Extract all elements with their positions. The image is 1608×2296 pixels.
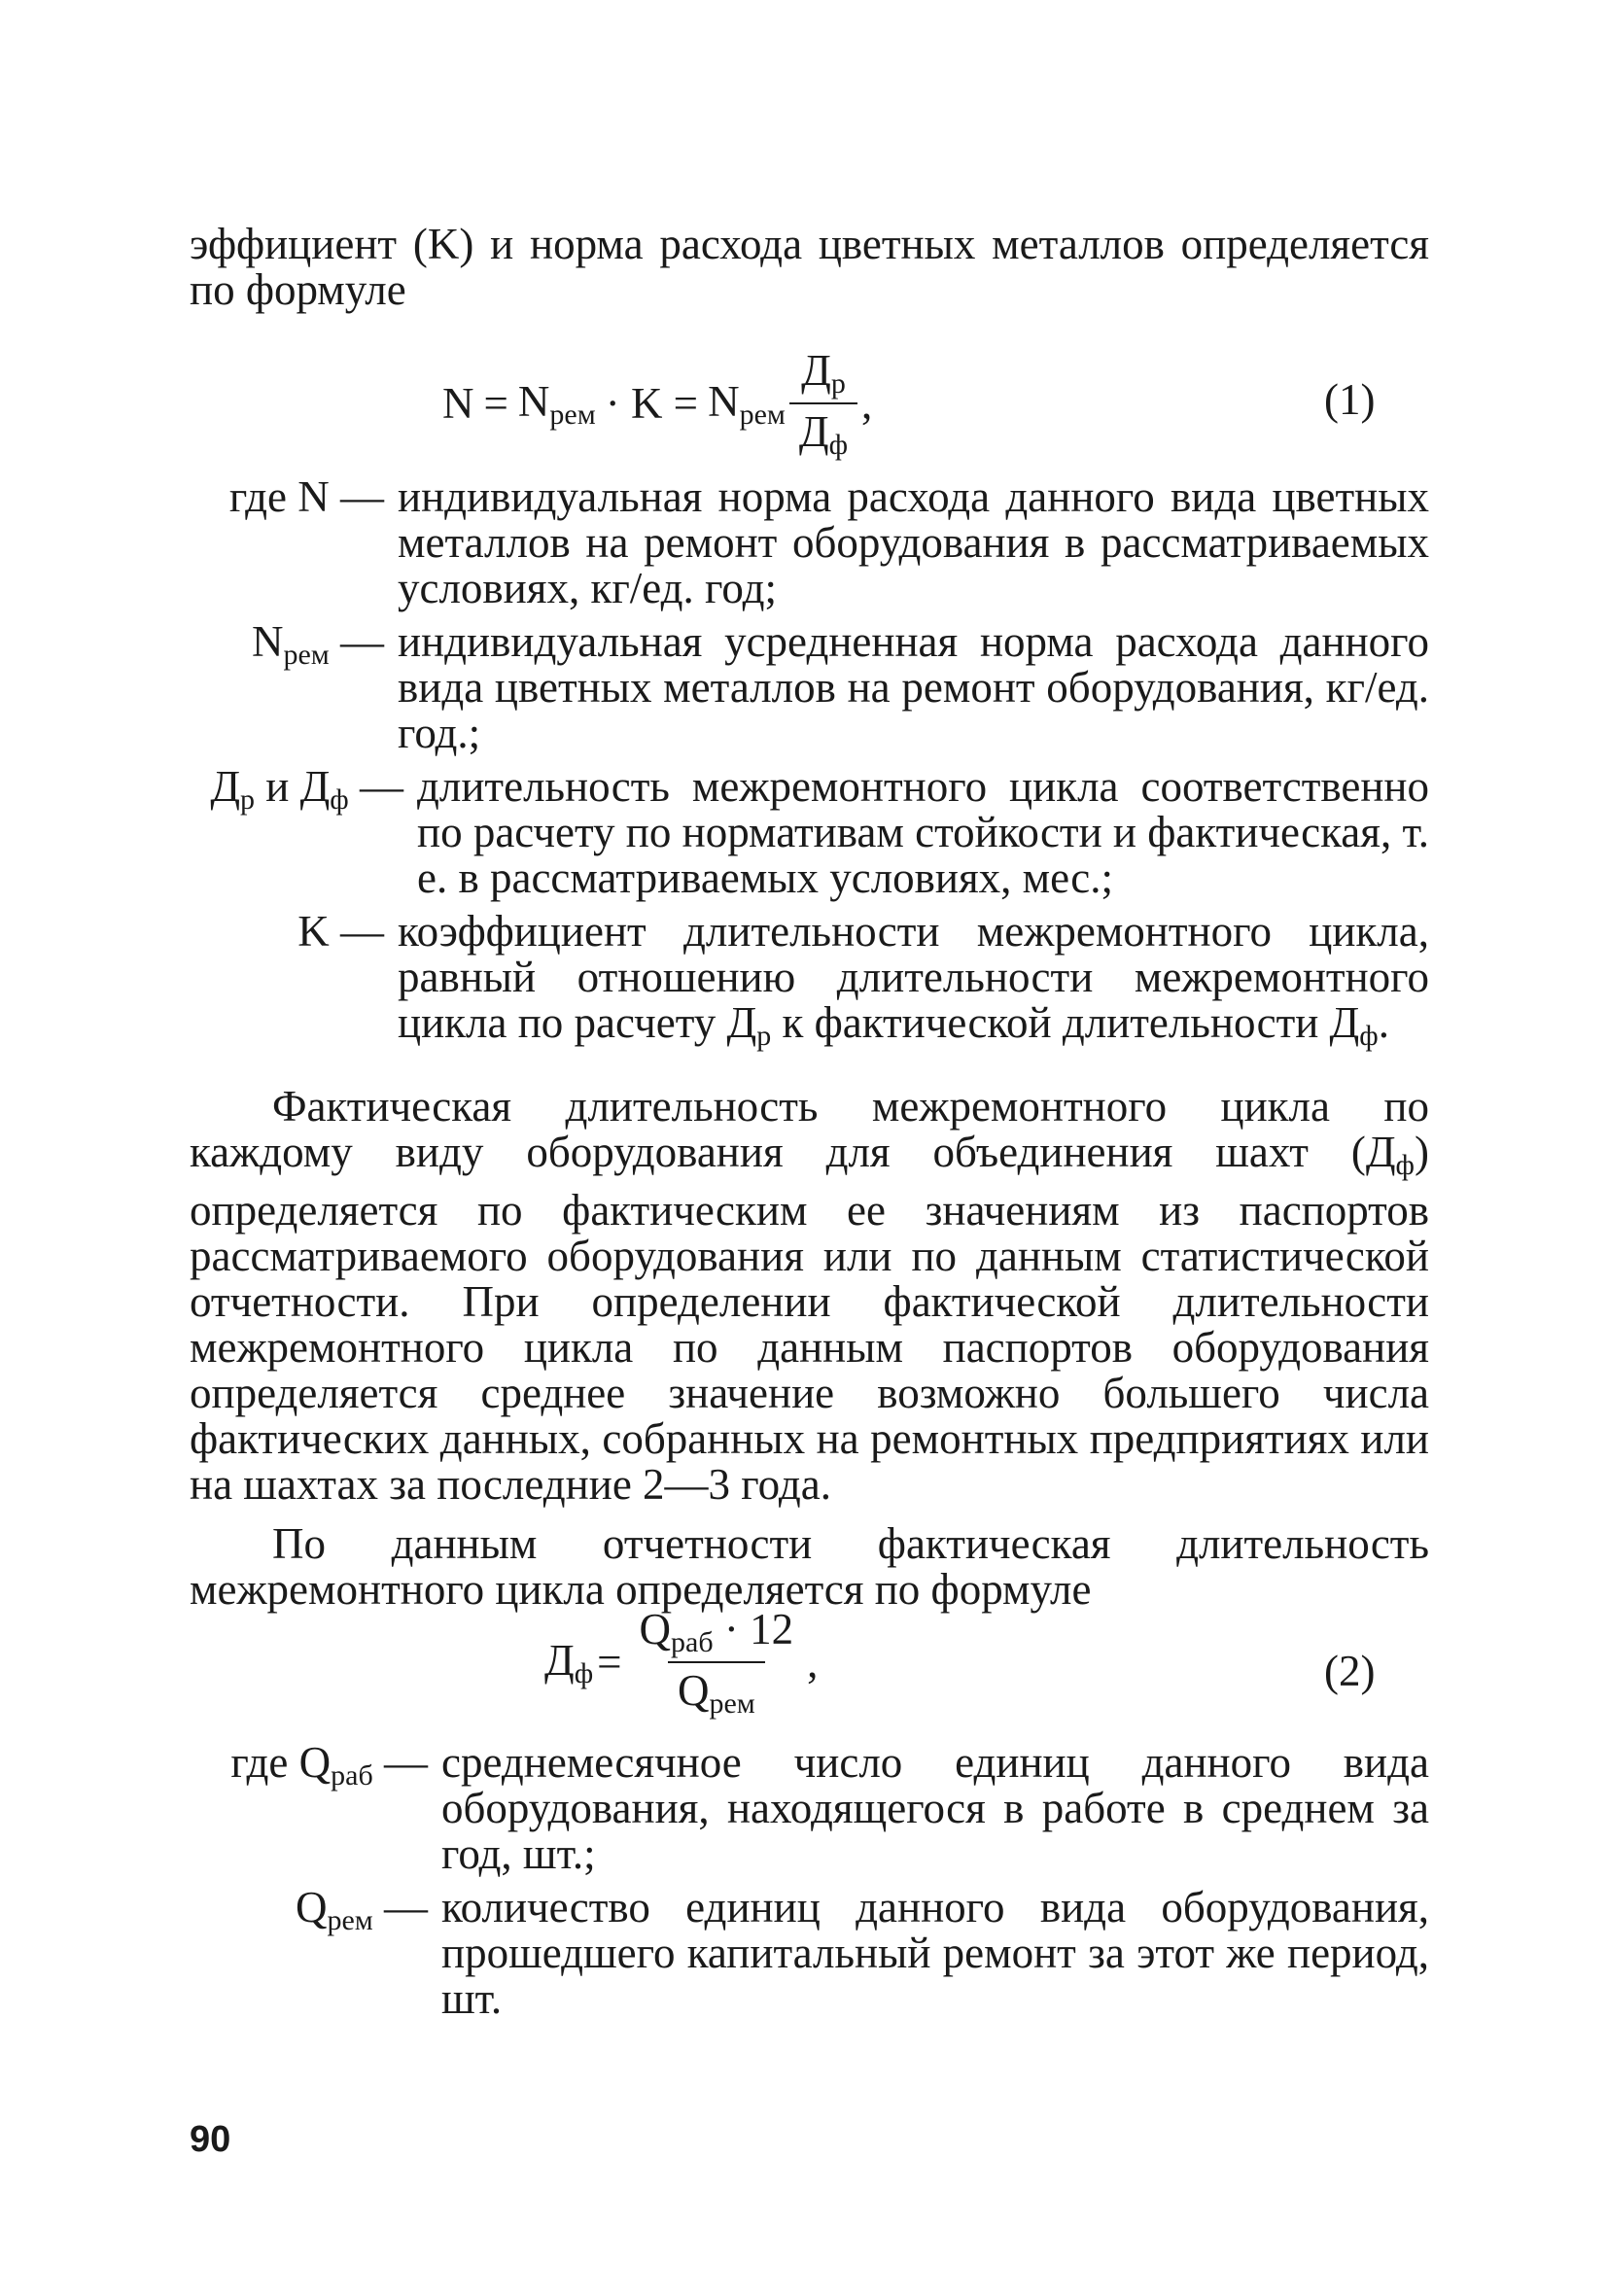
- formula2-numerator: $Q_{раб} \cdot 12$: [639, 1605, 794, 1658]
- formula1-dot-k: · K =: [605, 379, 699, 428]
- def-k-desc: коэффициент длительности межремонтного цикла, равный отношению длительности межремонтного цикла по расчету $Д_р$ к фактической длительности $Д_ф$.: [398, 907, 1429, 1052]
- formula-2: [544, 1604, 818, 1721]
- para1-text: Фактическая длительность межремонтного цикла по каждому виду оборудования для объединения шахт $(Д_ф)$ определяется по фактическим ее значениям из паспортов рассматриваемого оборудования или по данным статистической отчетности. При определении фактической длительности межремонтного цикла по данным паспортов оборудования определяется среднее значение возможно большего числа фактических данных, собранных на ремонтных предприятиях или на шахтах за последние 2—3 года.: [190, 1082, 1429, 1509]
- def-k-term: K —: [297, 907, 384, 956]
- formula-1: [442, 345, 872, 462]
- formula1-comma: ,: [861, 379, 873, 428]
- formula2-eq: =: [597, 1638, 622, 1687]
- def-nrem-desc: индивидуальная усредненная норма расхода данного вида цветных металлов на ремонт оборудования, кг/ед. год.;: [398, 617, 1429, 757]
- def-qrab: [190, 1740, 1429, 1877]
- formula1-denominator: $Д_ф$: [789, 402, 857, 462]
- formula2-comma: ,: [807, 1638, 819, 1687]
- intro-paragraph: [190, 222, 1429, 313]
- def-qrem: [190, 1885, 1429, 2022]
- def-k: [190, 909, 1429, 1059]
- def-dr-df-desc: длительность межремонтного цикла соответственно по расчету по нормативам стойкости и фактическая, т. е. в рассматриваемых условиях, мес.;: [417, 762, 1429, 902]
- def-nrem-term: $N_{рем}$ —: [251, 617, 384, 671]
- def-qrab-desc: среднемесячное число единиц данного вида оборудования, находящегося в работе в среднем за год, шт.;: [441, 1738, 1429, 1878]
- formula1-fraction: [789, 345, 857, 462]
- formula1-nrem: $N_{рем}$: [517, 376, 596, 431]
- definitions-2: [190, 1740, 1429, 2030]
- formula2-lhs: $Д_ф$: [544, 1635, 594, 1689]
- formula1-eq: =: [483, 379, 508, 428]
- def-qrem-desc: количество единиц данного вида оборудования, прошедшего капитальный ремонт за этот же период, шт.: [441, 1883, 1429, 2023]
- page-number: 90: [190, 2119, 231, 2160]
- formula2-fraction: [630, 1604, 804, 1721]
- def-n: [190, 474, 1429, 611]
- def-nrem: [190, 619, 1429, 756]
- def-n-desc: индивидуальная норма расхода данного вида цветных металлов на ремонт оборудования в рассматриваемых условиях, кг/ед. год;: [398, 472, 1429, 612]
- def-dr-df-term: $Д_р$ и $Д_ф$ —: [210, 762, 403, 816]
- formula1-lhs: N: [442, 379, 474, 428]
- para2-text: По данным отчетности фактическая длительность межремонтного цикла определяется по формуле: [190, 1519, 1429, 1614]
- formula2-number: (2): [1324, 1647, 1376, 1695]
- formula2-denominator: $Q_{рем}$: [668, 1661, 765, 1721]
- formula1-nrem2: $N_{рем}$: [708, 376, 786, 431]
- def-qrem-term: $Q_{рем}$ —: [295, 1883, 428, 1936]
- definitions-1: [190, 474, 1429, 1066]
- formula1-number: (1): [1324, 375, 1376, 424]
- intro-text: эффициент (K) и норма расхода цветных металлов определяется по формуле: [190, 220, 1429, 314]
- def-qrab-term: где $Q_{раб}$ —: [230, 1738, 428, 1792]
- formula1-numerator: $Д_р$: [801, 346, 846, 400]
- def-dr-df: [190, 764, 1429, 901]
- def-n-term: где N —: [228, 472, 384, 521]
- paragraph-2: [190, 1084, 1429, 1613]
